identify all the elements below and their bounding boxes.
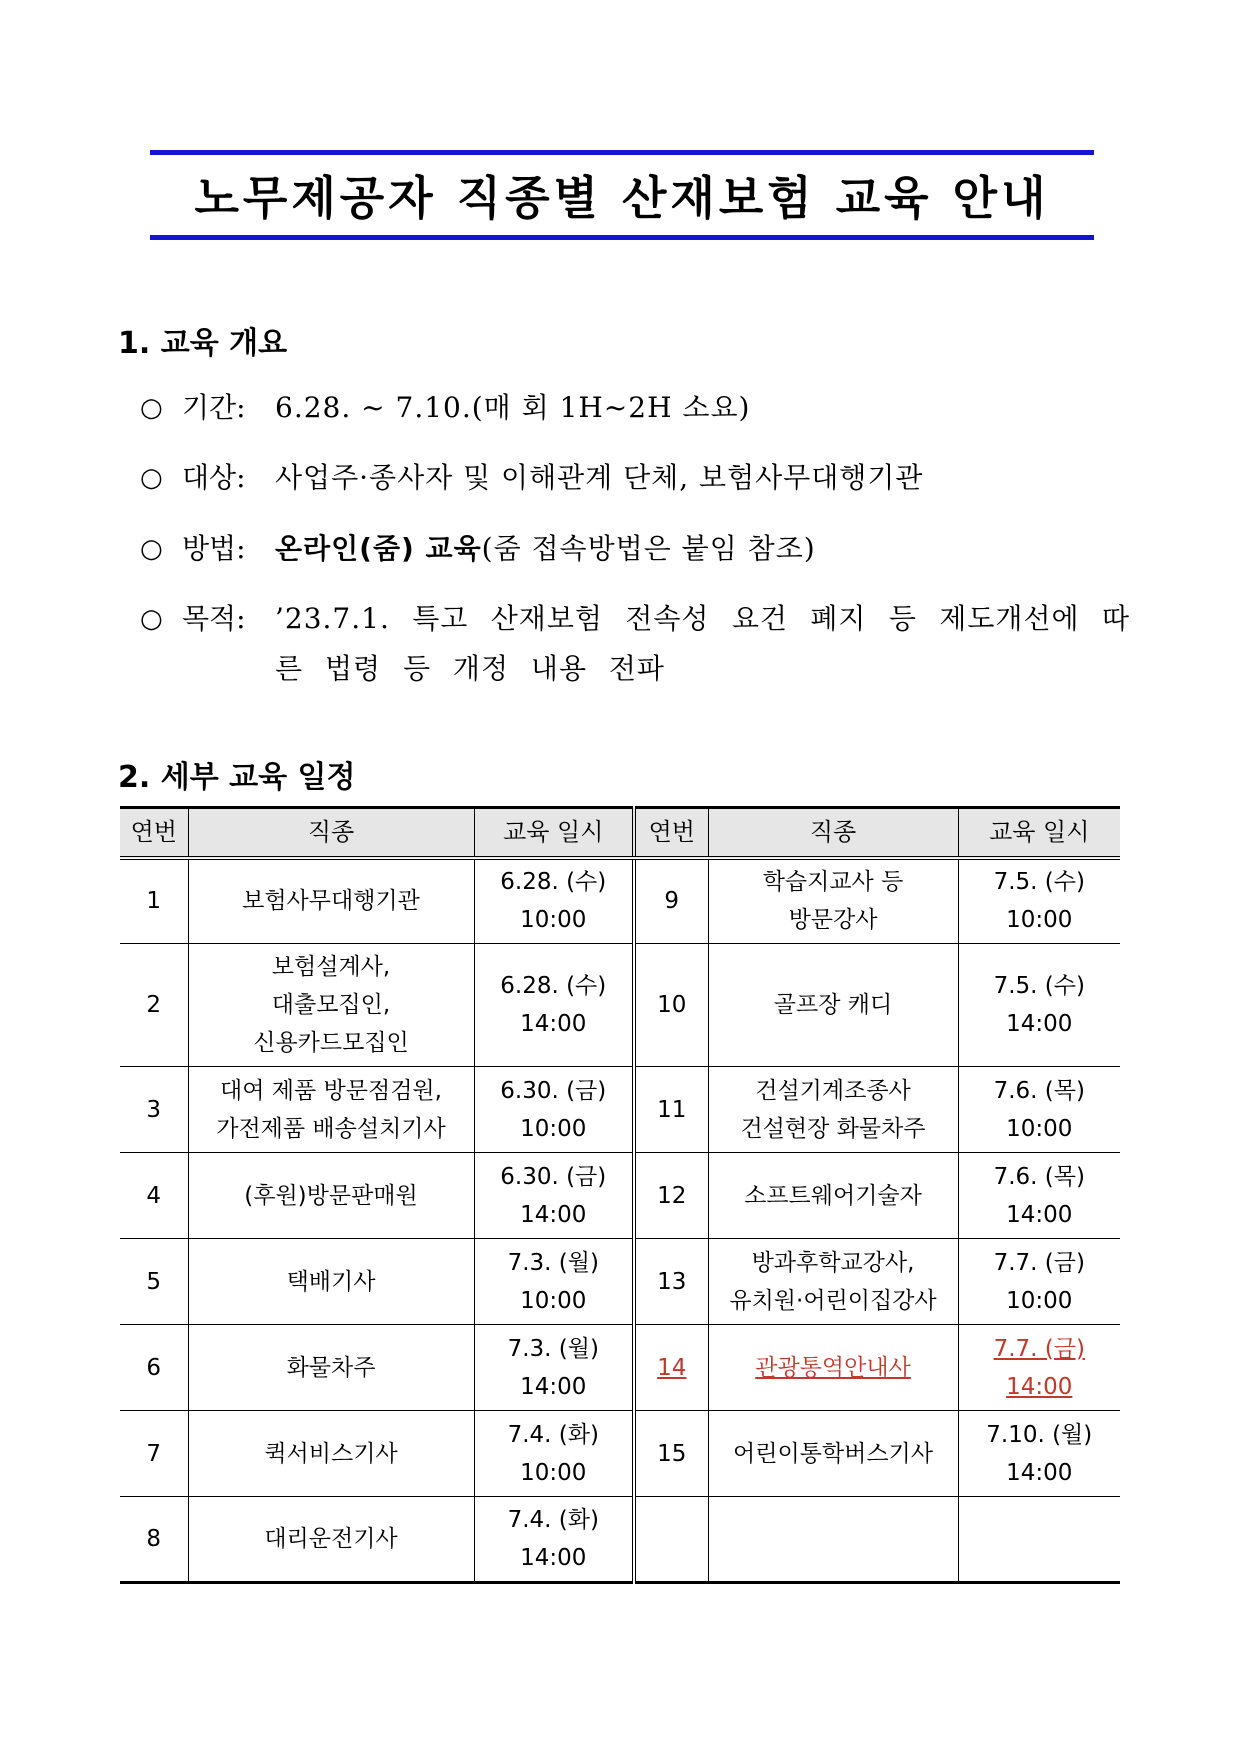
cell-no-text: 4 — [146, 1182, 162, 1209]
cell-no — [120, 1067, 188, 1153]
cell-no — [120, 1497, 188, 1583]
cell-no — [120, 1239, 188, 1325]
item-text: 사업주·종사자 및 이해관계 단체, 보험사무대행기관 — [275, 461, 924, 494]
cell-time: 14:00 — [520, 1011, 587, 1037]
item-text-bold: 온라인(줌) 교육 — [275, 532, 482, 565]
cell-job — [708, 1325, 958, 1411]
cell-date: 7.3. (월) — [507, 1249, 599, 1276]
cell-time: 14:00 — [1006, 1459, 1073, 1486]
cell-date: 6.28. (수) — [500, 973, 607, 999]
overview-item-period — [140, 383, 1130, 433]
cell-job-text: 택배기사 — [286, 1268, 376, 1295]
cell-no-text: 8 — [146, 1526, 162, 1552]
table-row — [120, 1325, 1120, 1411]
table-row — [120, 1153, 1120, 1239]
cell-no-text: 13 — [657, 1268, 687, 1295]
cell-job — [188, 1325, 474, 1411]
cell-datetime — [474, 1067, 634, 1153]
item-text: ’23.7.1. 특고 산재보험 전속성 요건 폐지 등 제도개선에 따른 법령 등 개정 내용 전파 — [275, 602, 1130, 685]
cell-job — [188, 858, 474, 944]
cell-no-text: 7 — [146, 1440, 162, 1467]
cell-no — [634, 1411, 708, 1497]
cell-datetime — [474, 858, 634, 944]
header-no: 연번 — [634, 808, 708, 858]
cell-date: 6.30. (금) — [500, 1077, 607, 1104]
cell-no — [634, 944, 708, 1067]
cell-time: 10:00 — [1006, 1287, 1073, 1314]
item-label: 방법: — [182, 532, 246, 565]
cell-time: 10:00 — [520, 907, 587, 934]
cell-no — [634, 1497, 708, 1583]
cell-no — [634, 858, 708, 944]
cell-no-text: 2 — [146, 992, 162, 1018]
cell-no — [120, 858, 188, 944]
header-datetime: 교육 일시 — [958, 808, 1120, 858]
item-label: 목적: — [182, 602, 246, 635]
cell-no-text: 3 — [146, 1096, 162, 1123]
item-text-rest: (줌 접속방법은 붙임 참조) — [481, 532, 816, 565]
cell-job-text: 보험설계사, 대출모집인, 신용카드모집인 — [253, 954, 409, 1056]
bullet-circle-icon: ○ — [140, 534, 163, 564]
cell-no-text: 15 — [657, 1440, 687, 1467]
overview-item-target — [140, 453, 1130, 503]
cell-time: 10:00 — [520, 1287, 587, 1314]
cell-datetime — [474, 1239, 634, 1325]
cell-no-text: 1 — [146, 888, 162, 915]
header-no: 연번 — [120, 808, 188, 858]
cell-job — [188, 1411, 474, 1497]
cell-date: 6.28. (수) — [500, 869, 607, 896]
cell-no — [120, 1325, 188, 1411]
cell-job-text: 대여 제품 방문점검원, 가전제품 배송설치기사 — [216, 1077, 446, 1142]
cell-job — [708, 858, 958, 944]
cell-datetime — [958, 1497, 1120, 1583]
cell-datetime — [958, 858, 1120, 944]
cell-no-text: 10 — [657, 992, 687, 1018]
table-row — [120, 944, 1120, 1067]
cell-no-text: 11 — [657, 1096, 687, 1123]
item-text — [275, 524, 1130, 574]
cell-job — [188, 1153, 474, 1239]
item-text: 6.28. ~ 7.10.(매 회 1H~2H 소요) — [275, 391, 751, 424]
cell-job-text: 방과후학교강사, 유치원·어린이집강사 — [729, 1249, 937, 1314]
cell-datetime — [958, 944, 1120, 1067]
table-header-row — [120, 808, 1120, 858]
cell-job — [188, 1067, 474, 1153]
cell-no-text: 5 — [146, 1268, 162, 1295]
cell-no-text: 12 — [657, 1182, 687, 1209]
cell-job — [188, 944, 474, 1067]
table-row — [120, 1239, 1120, 1325]
cell-date: 7.5. (수) — [993, 869, 1085, 896]
item-label: 대상: — [182, 461, 246, 494]
table-row — [120, 1067, 1120, 1153]
cell-job-text: 대리운전기사 — [264, 1526, 398, 1552]
cell-date: 7.5. (수) — [993, 973, 1085, 999]
cell-job-text: 관광통역안내사 — [755, 1354, 911, 1381]
cell-datetime — [474, 1497, 634, 1583]
header-job: 직종 — [188, 808, 474, 858]
overview-item-method — [140, 524, 1130, 574]
cell-time: 14:00 — [1006, 1011, 1073, 1037]
header-datetime: 교육 일시 — [474, 808, 634, 858]
cell-job — [708, 1239, 958, 1325]
cell-job-text: 화물차주 — [286, 1354, 376, 1381]
cell-job-text: 건설기계조종사 건설현장 화물차주 — [740, 1077, 926, 1142]
cell-no — [634, 1325, 708, 1411]
bullet-circle-icon: ○ — [140, 463, 163, 493]
cell-date: 7.6. (목) — [993, 1163, 1085, 1190]
cell-job-text: 퀵서비스기사 — [264, 1440, 398, 1467]
item-label: 기간: — [182, 391, 246, 424]
table-row — [120, 1497, 1120, 1583]
table-row — [120, 858, 1120, 944]
cell-date: 7.10. (월) — [986, 1421, 1093, 1448]
cell-datetime — [958, 1411, 1120, 1497]
cell-time: 14:00 — [520, 1201, 587, 1228]
cell-no-text: 14 — [657, 1354, 687, 1381]
bullet-circle-icon: ○ — [140, 393, 163, 423]
cell-datetime — [474, 944, 634, 1067]
schedule-table — [120, 806, 1120, 1584]
cell-time: 10:00 — [1006, 907, 1073, 934]
cell-time: 14:00 — [520, 1373, 587, 1400]
cell-job-text: 소프트웨어기술자 — [744, 1182, 922, 1209]
cell-no — [634, 1153, 708, 1239]
cell-job — [188, 1239, 474, 1325]
cell-time: 14:00 — [1006, 1201, 1073, 1228]
cell-job-text: 학습지교사 등 방문강사 — [762, 869, 904, 934]
cell-job-text: 어린이통학버스기사 — [733, 1440, 933, 1467]
cell-no — [120, 1153, 188, 1239]
section-1-heading: 1. 교육 개요 — [118, 326, 288, 361]
cell-time: 14:00 — [520, 1545, 587, 1571]
cell-job-text: 골프장 캐디 — [773, 992, 893, 1018]
cell-no-text: 6 — [146, 1354, 162, 1381]
cell-job — [188, 1497, 474, 1583]
cell-no-text: 9 — [664, 888, 680, 915]
cell-no — [120, 944, 188, 1067]
cell-job-text: 보험사무대행기관 — [242, 888, 420, 915]
cell-job — [708, 1067, 958, 1153]
cell-date: 7.4. (화) — [507, 1507, 599, 1533]
bullet-circle-icon: ○ — [140, 604, 163, 634]
cell-job — [708, 1153, 958, 1239]
cell-job — [708, 944, 958, 1067]
cell-date: 7.6. (목) — [993, 1077, 1085, 1104]
cell-datetime — [958, 1239, 1120, 1325]
cell-datetime — [474, 1411, 634, 1497]
cell-date: 7.3. (월) — [507, 1335, 599, 1362]
cell-job-text: (후원)방문판매원 — [244, 1182, 418, 1209]
cell-time: 10:00 — [1006, 1115, 1073, 1142]
cell-date: 7.7. (금) — [993, 1335, 1085, 1362]
cell-no — [634, 1239, 708, 1325]
title-banner — [150, 150, 1094, 240]
cell-no — [120, 1411, 188, 1497]
cell-time: 10:00 — [520, 1115, 587, 1142]
cell-datetime — [958, 1153, 1120, 1239]
header-job: 직종 — [708, 808, 958, 858]
overview-item-purpose — [140, 594, 1130, 694]
cell-date: 6.30. (금) — [500, 1163, 607, 1190]
cell-date: 7.7. (금) — [993, 1249, 1085, 1276]
cell-datetime — [958, 1067, 1120, 1153]
cell-datetime — [474, 1153, 634, 1239]
cell-datetime — [958, 1325, 1120, 1411]
cell-job — [708, 1411, 958, 1497]
page-title: 노무제공자 직종별 산재보험 교육 안내 — [194, 171, 1050, 225]
section-2-heading: 2. 세부 교육 일정 — [118, 760, 356, 795]
cell-no — [634, 1067, 708, 1153]
cell-datetime — [474, 1325, 634, 1411]
cell-time: 14:00 — [1006, 1373, 1073, 1400]
cell-date: 7.4. (화) — [507, 1421, 599, 1448]
cell-time: 10:00 — [520, 1459, 587, 1486]
cell-job — [708, 1497, 958, 1583]
table-row — [120, 1411, 1120, 1497]
